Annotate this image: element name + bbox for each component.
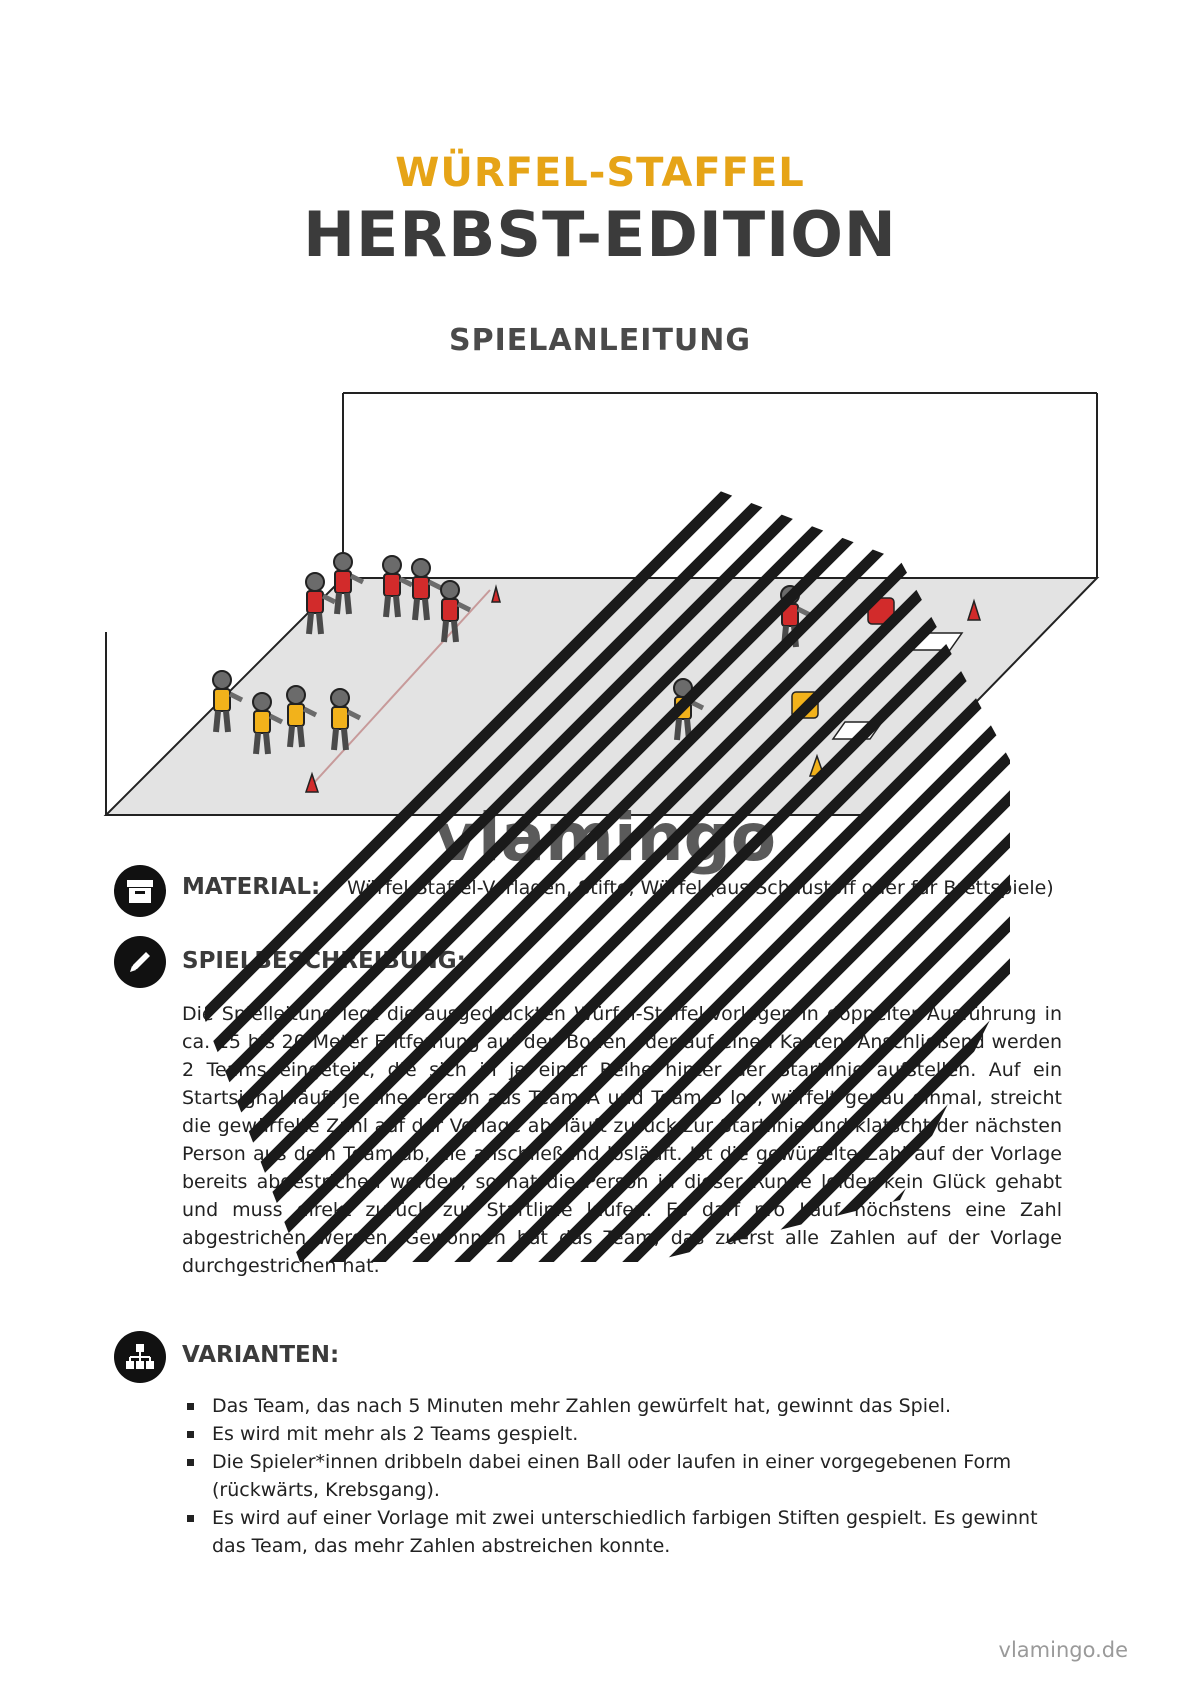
game-illustration [0, 380, 1200, 820]
variant-text: Es wird auf einer Vorlage mit zwei unterschiedlich farbigen Stiften gespielt. Es gewinnt das Team, das mehr Zahlen abstreichen konnte. [212, 1507, 1038, 1557]
description-text: Die Spielleitung legt die ausgedruckten Würfel-Staffel-Vorlagen in doppelter Ausführung in ca. 15 bis 20 Meter Entfernung auf den Boden oder auf einen Kasten. Anschließend werden 2 Teams eingeteilt, die sich in je einer Reihe hinter der Startlinie aufstellen. Auf ein Startsignal läuft je eine Person aus Team A und Team B los, würfelt genau einmal, streicht die gewürfelte Zahl auf der Vorlage ab, läuft zurück zur Startlinie und klatscht der nächsten Person aus dem Team ab, die anschließend losläuft. Ist die gewürfelte Zahl auf der Vorlage bereits abgestrichen worden, so hat die Person in dieser Runde leider kein Glück gehabt und muss direkt zurück zur Startlinie laufen. Es darf pro Lauf höchstens eine Zahl abgestrichen werden. Gewonnen hat das Team, das zuerst alle Zahlen auf der Vorlage durchgestrichen hat. [182, 1003, 1062, 1277]
variants-list [182, 1392, 1062, 1560]
list-item [182, 1420, 1062, 1448]
watermark-logo [430, 798, 780, 878]
archive-box-icon [114, 865, 166, 917]
bullet [187, 1431, 194, 1438]
variant-text: Die Spieler*innen dribbeln dabei einen Ball oder laufen in einer vorgegebenen Form (rückwärts, Krebsgang). [212, 1451, 1012, 1501]
material-heading: MATERIAL: [182, 874, 321, 900]
list-item [182, 1448, 1062, 1504]
list-item [182, 1504, 1062, 1560]
variants-heading: VARIANTEN: [182, 1342, 340, 1368]
list-item [182, 1392, 1062, 1420]
watermark-text: vlamingo [435, 799, 777, 876]
bullet [187, 1515, 194, 1522]
description-heading: SPIELBESCHREIBUNG: [182, 948, 466, 974]
bullet [187, 1403, 194, 1410]
pencil-icon [114, 936, 166, 988]
variant-text: Das Team, das nach 5 Minuten mehr Zahlen gewürfelt hat, gewinnt das Spiel. [212, 1395, 952, 1417]
footer-site: vlamingo.de [998, 1638, 1128, 1662]
title-line-1: WÜRFEL-STAFFEL [395, 150, 805, 196]
subtitle: SPIELANLEITUNG [448, 323, 752, 358]
hierarchy-icon [114, 1331, 166, 1383]
material-value: Würfel-Staffel-Vorlagen, Stifte, Würfel (aus Schaustoff oder für Brettspiele) [347, 877, 1054, 899]
variant-text: Es wird mit mehr als 2 Teams gespielt. [212, 1423, 579, 1445]
bullet [187, 1459, 194, 1466]
title-line-2: HERBST-EDITION [303, 198, 897, 271]
